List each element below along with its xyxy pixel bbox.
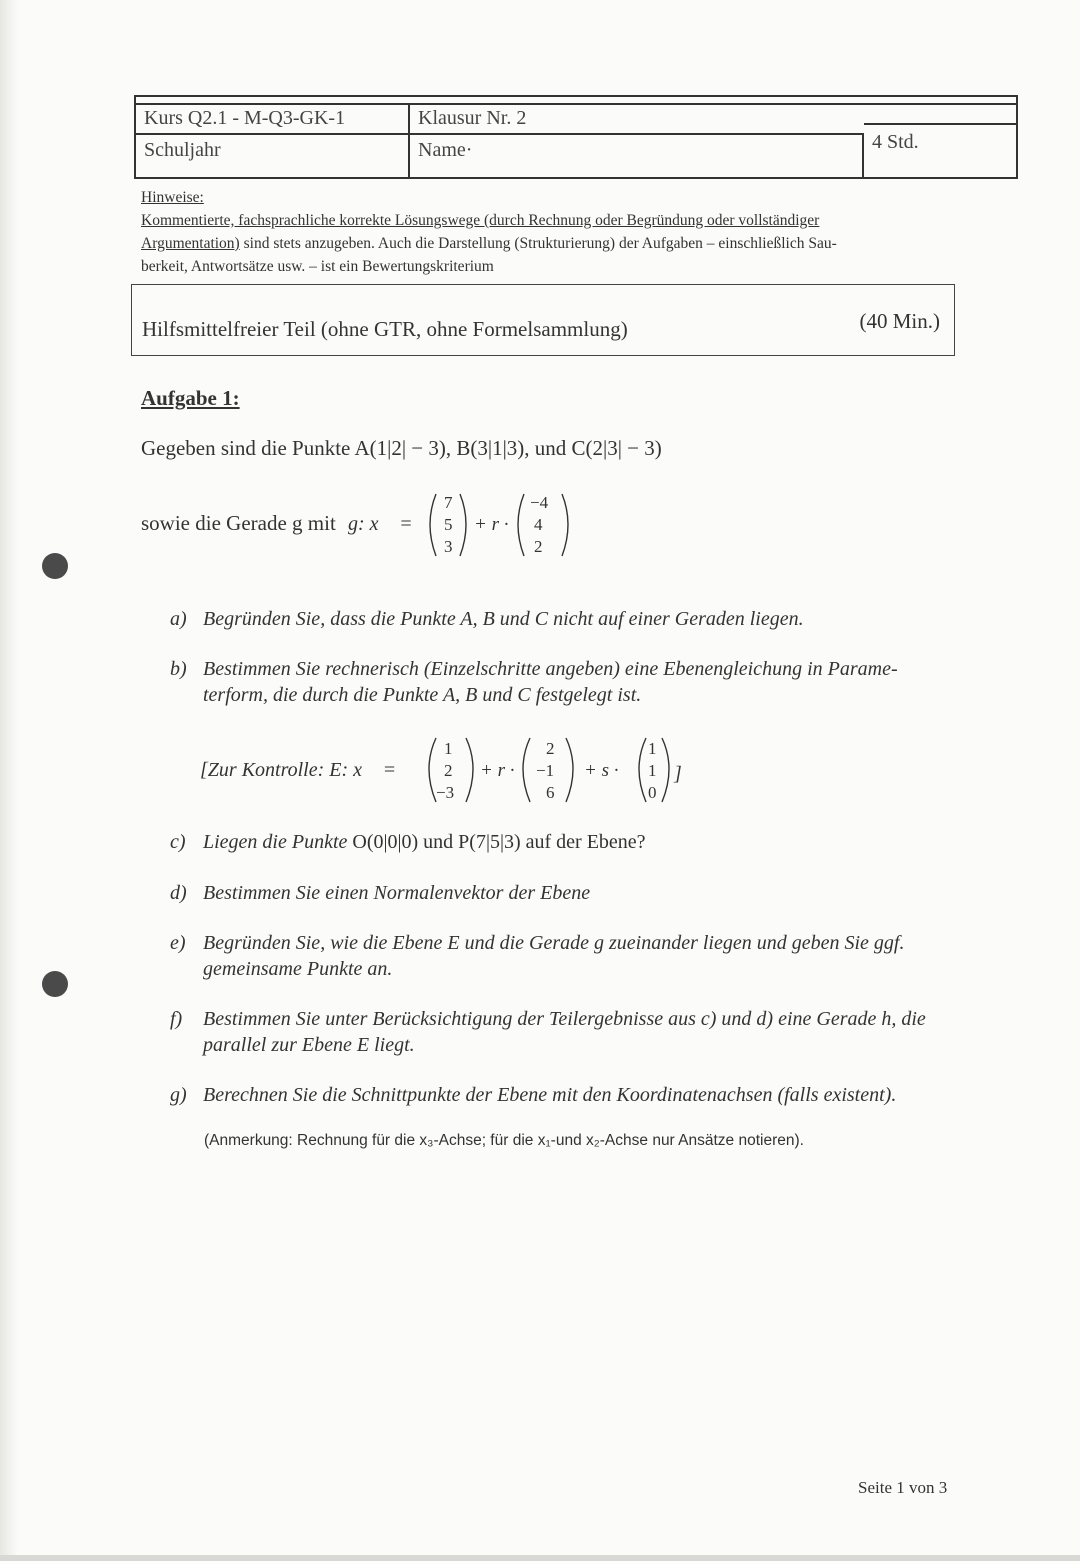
task-a	[170, 606, 960, 632]
task-e	[170, 930, 960, 982]
schuljahr-cell: Schuljahr	[136, 135, 410, 179]
line-dir-3: 2	[534, 537, 543, 556]
hinweise-line2b: sind stets anzugeben. Auch die Darstellung (Strukturierung) der Aufgaben – einschließlich Sau-	[239, 235, 837, 252]
kontrolle-dir1-2: −1	[536, 761, 555, 780]
kontrolle-dir1-3: 6	[546, 783, 555, 802]
task-e-label: e)	[170, 932, 186, 954]
page-number: Seite 1 von 3	[858, 1478, 948, 1497]
header-table	[134, 95, 1018, 179]
punch-hole-bottom	[42, 971, 68, 997]
dauer-cell: 4 Std.	[864, 123, 1016, 179]
kontrolle-param1: + r ·	[480, 760, 515, 781]
hinweise-line3: berkeit, Antwortsätze usw. – ist ein Bewertungskriterium	[141, 258, 494, 275]
task-d	[170, 880, 960, 906]
klausur-cell: Klausur Nr. 2	[410, 103, 864, 135]
task-c-text	[203, 829, 960, 855]
kontrolle-support-1: 1	[444, 739, 453, 758]
task-d-label: d)	[170, 882, 187, 904]
hinweise-line1: Kommentierte, fachsprachliche korrekte Lösungswege (durch Rechnung oder Begründung oder vollständiger	[141, 212, 820, 229]
aufgabe-title: Aufgabe 1:	[141, 386, 240, 410]
kontrolle-dir2-1: 1	[648, 739, 657, 758]
hinweise-line2a: Argumentation)	[141, 235, 240, 252]
kontrolle-dir2-3: 0	[648, 783, 657, 802]
section-time: (40 Min.)	[859, 309, 940, 333]
line-intro: sowie die Gerade g mit	[141, 511, 336, 535]
task-f-text: Bestimmen Sie unter Berücksichtigung der Teilergebnisse aus c) und d) eine Gerade h, die parallel zur Ebene E liegt.	[203, 1008, 926, 1056]
task-e-text: Begründen Sie, wie die Ebene E und die Gerade g zueinander liegen und geben Sie ggf. gemeinsame Punkte an.	[203, 932, 905, 980]
section-title: Hilfsmittelfreier Teil (ohne GTR, ohne Formelsammlung)	[142, 317, 628, 341]
punch-hole-top	[42, 553, 68, 579]
kontrolle-dir2-2: 1	[648, 761, 657, 780]
kontrolle-param2: + s ·	[584, 760, 619, 781]
paper-bottom-edge	[0, 1555, 1080, 1561]
kontrolle-dir1-1: 2	[546, 739, 555, 758]
task-g-note: (Anmerkung: Rechnung für die x₃-Achse; für die x₁-und x₂-Achse nur Ansätze notieren).	[204, 1132, 804, 1149]
hinweise	[141, 186, 951, 278]
task-g-text: Berechnen Sie die Schnittpunkte der Ebene mit den Koordinatenachsen (falls existent).	[203, 1084, 897, 1106]
kontrolle-prefix: [Zur Kontrolle: E: x⃗ =	[200, 759, 397, 781]
task-c-label: c)	[170, 831, 186, 853]
line-dir-2: 4	[534, 515, 543, 534]
kontrolle-suffix: ]	[674, 763, 682, 785]
paper-edge	[0, 0, 18, 1561]
task-b-label: b)	[170, 658, 187, 680]
given-points: Gegeben sind die Punkte A(1|2| − 3), B(3|1|3), und C(2|3| − 3)	[141, 436, 662, 460]
task-b	[170, 656, 960, 708]
section-box	[131, 284, 955, 356]
task-f-label: f)	[170, 1008, 183, 1030]
line-support-2: 5	[444, 515, 453, 534]
kurs-cell: Kurs Q2.1 - M-Q3-GK-1	[136, 103, 410, 135]
kontrolle-support-3: −3	[436, 783, 455, 802]
task-g-label: g)	[170, 1084, 187, 1106]
kontrolle-support-2: 2	[444, 761, 453, 780]
line-dir-1: −4	[530, 493, 549, 512]
line-support-1: 7	[444, 493, 453, 512]
task-g	[170, 1082, 960, 1108]
task-d-text: Bestimmen Sie einen Normalenvektor der Ebene	[203, 882, 591, 904]
task-f	[170, 1006, 960, 1058]
task-a-text: Begründen Sie, dass die Punkte A, B und C nicht auf einer Geraden liegen.	[203, 608, 804, 630]
line-param: + r ·	[474, 514, 509, 535]
task-c	[170, 829, 960, 855]
line-support-3: 3	[444, 537, 453, 556]
line-eq-prefix: g: x⃗ =	[348, 513, 413, 535]
task-a-label: a)	[170, 608, 187, 630]
task-c-text-a: Liegen die Punkte	[203, 831, 353, 853]
kontrolle-equation	[200, 728, 720, 808]
line-equation	[340, 484, 600, 564]
task-c-text-b: O(0|0|0) und P(7|5|3) auf der Ebene?	[352, 831, 646, 853]
name-cell: Name·	[410, 135, 864, 179]
hinweise-title: Hinweise:	[141, 189, 204, 206]
task-b-text: Bestimmen Sie rechnerisch (Einzelschritte angeben) eine Ebenengleichung in Parame-terform, die durch die Punkte A, B und C festgelegt ist.	[203, 658, 898, 706]
